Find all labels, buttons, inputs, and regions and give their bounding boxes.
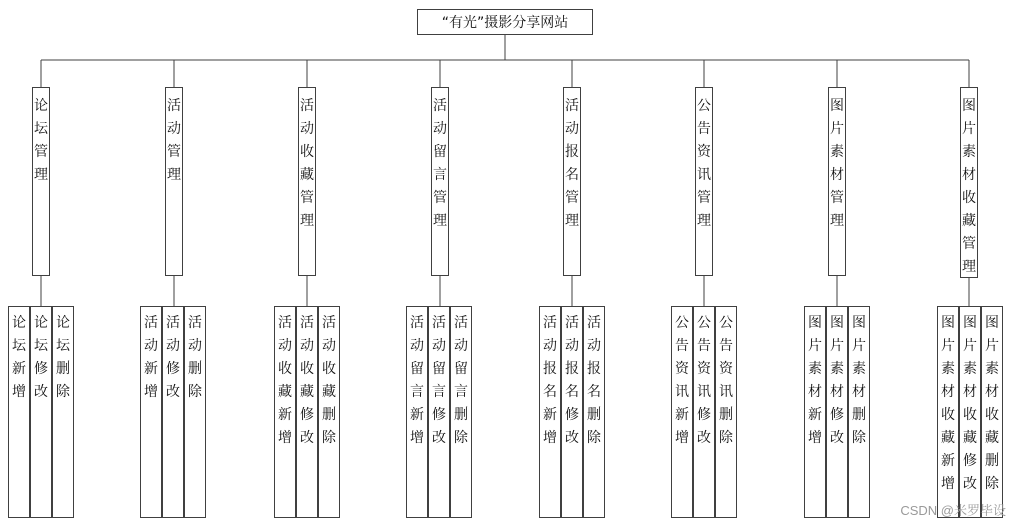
module-node [32,87,50,276]
function-node [826,306,848,518]
function-label: 活动修改 [166,315,180,400]
function-node [318,306,340,518]
function-node [406,306,428,518]
function-label: 论坛修改 [34,315,48,400]
function-label: 图片素材删除 [852,315,866,446]
function-node [693,306,715,518]
module-node [563,87,581,276]
function-label: 论坛新增 [12,315,26,400]
function-label: 活动留言新增 [410,315,424,446]
module-label: 活动管理 [167,98,181,183]
module-label: 图片素材管理 [830,98,844,229]
module-label: 图片素材收藏管理 [962,98,976,275]
function-label: 图片素材新增 [808,315,822,446]
module-label: 活动报名管理 [565,98,579,229]
module-node [431,87,449,276]
root-label: “有光”摄影分享网站 [441,15,569,31]
function-label: 公告资讯修改 [697,315,711,446]
function-node [848,306,870,518]
function-node [981,306,1003,518]
function-node [959,306,981,518]
function-node [715,306,737,518]
function-node [428,306,450,518]
function-node [162,306,184,518]
module-node [960,87,978,278]
function-label: 公告资讯新增 [675,315,689,446]
function-label: 图片素材收藏修改 [963,315,977,492]
function-label: 活动留言修改 [432,315,446,446]
function-label: 图片素材收藏删除 [985,315,999,492]
function-label: 图片素材修改 [830,315,844,446]
function-node [937,306,959,518]
function-label: 活动删除 [188,315,202,400]
function-label: 活动收藏删除 [322,315,336,446]
function-node [274,306,296,518]
function-node [539,306,561,518]
function-node [583,306,605,518]
function-node [804,306,826,518]
module-label: 论坛管理 [34,98,48,183]
module-node [828,87,846,276]
function-node [30,306,52,518]
function-label: 活动新增 [144,315,158,400]
function-label: 论坛删除 [56,315,70,400]
function-label: 活动报名新增 [543,315,557,446]
module-node [165,87,183,276]
watermark: CSDN @米罗毕设 [900,503,1006,518]
function-node [140,306,162,518]
function-label: 活动报名删除 [587,315,601,446]
function-label: 公告资讯删除 [719,315,733,446]
function-node [671,306,693,518]
module-node [695,87,713,276]
module-node [298,87,316,276]
function-node [184,306,206,518]
function-label: 活动留言删除 [454,315,468,446]
module-label: 公告资讯管理 [697,98,711,229]
module-label: 活动收藏管理 [300,98,314,229]
function-node [52,306,74,518]
module-label: 活动留言管理 [433,98,447,229]
function-node [296,306,318,518]
root-node [417,9,593,35]
function-label: 活动报名修改 [565,315,579,446]
function-label: 活动收藏修改 [300,315,314,446]
function-node [8,306,30,518]
function-node [561,306,583,518]
function-node [450,306,472,518]
function-label: 图片素材收藏新增 [941,315,955,492]
function-label: 活动收藏新增 [278,315,292,446]
